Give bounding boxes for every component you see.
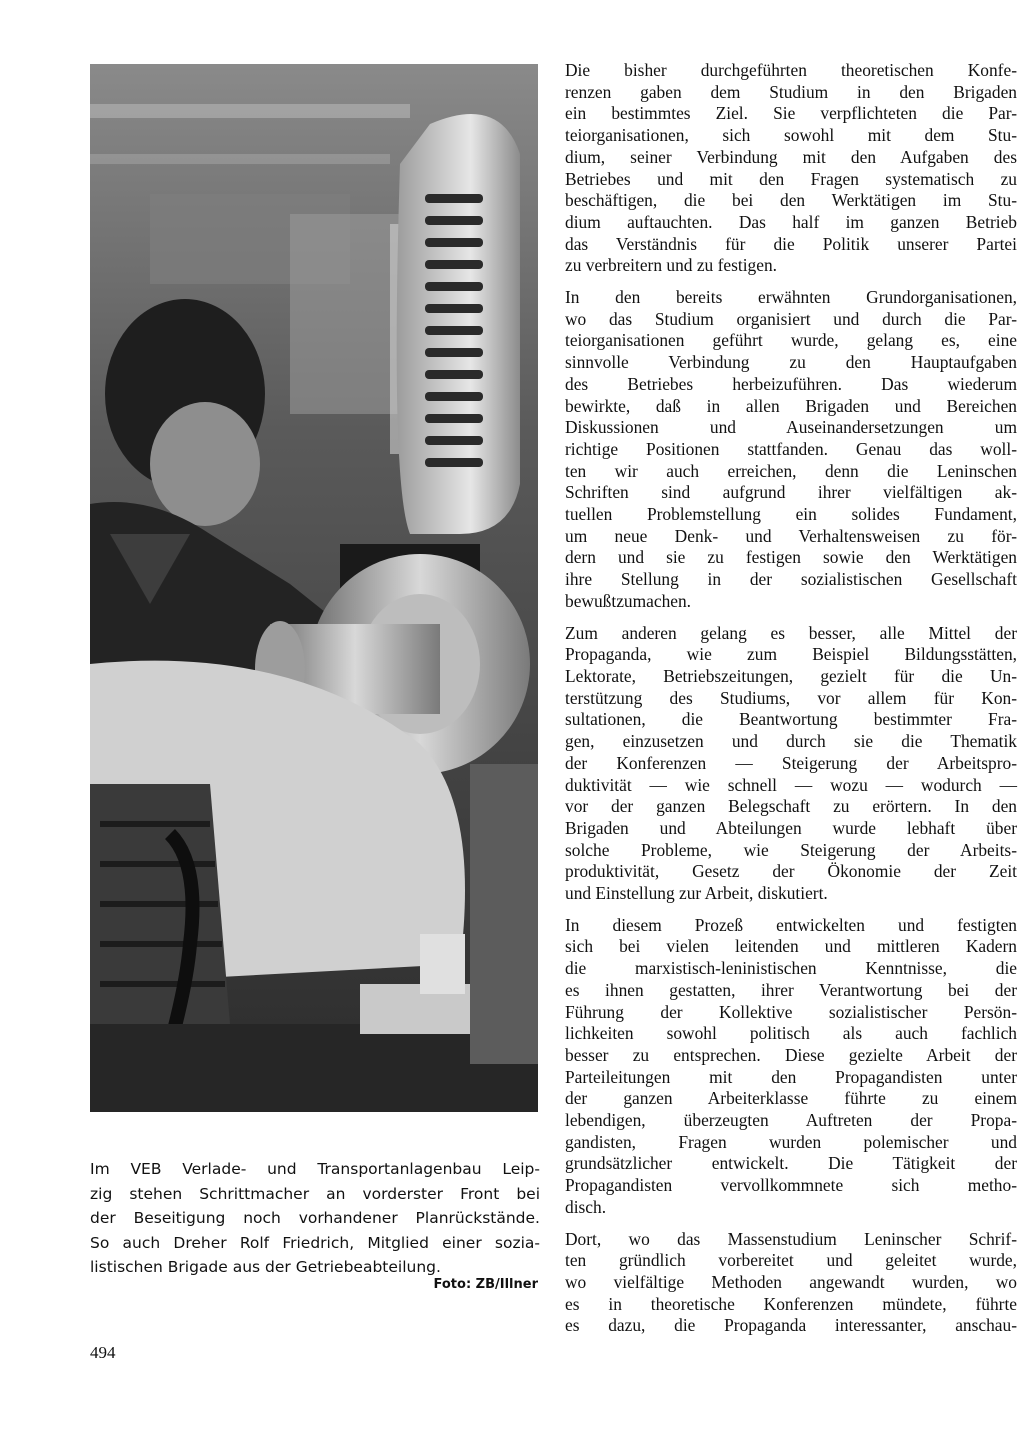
text-line: richtige Positionen stattfanden. Genau das woll-: [565, 438, 1017, 459]
text-line: Betriebes und mit den Fragen systematisch zu: [565, 168, 1017, 189]
text-line: In diesem Prozeß entwickelten und festigten: [565, 914, 1017, 935]
caption-line: So auch Dreher Rolf Friedrich, Mitglied einer sozia-: [90, 1233, 540, 1252]
text-line: Lektorate, Betriebszeitungen, gezielt für die Un-: [565, 665, 1017, 686]
paragraph-2: [565, 287, 1017, 613]
caption-line: Im VEB Verlade- und Transportanlagenbau Leip-: [90, 1160, 540, 1178]
text-line: In den bereits erwähnten Grundorganisationen,: [565, 287, 1017, 308]
text-line: sich bei vielen leitenden und mittleren Kadern: [565, 936, 1017, 957]
text-line: der ganzen Arbeiterklasse führte zu einem: [565, 1088, 1017, 1109]
text-line: das Verständnis für die Politik unserer Partei: [565, 233, 1017, 254]
text-line: Die bisher durchgeführten theoretischen Konfe-: [565, 60, 1017, 80]
text-line: teiorganisationen geführt wurde, gelang es, eine: [565, 330, 1017, 351]
article-column: [565, 60, 1017, 1347]
paragraph-4: [565, 915, 1017, 1219]
text-line: Parteileitungen mit den Propagandisten unter: [565, 1066, 1017, 1087]
text-line: die marxistisch-leninistischen Kenntnisse, die: [565, 958, 1017, 979]
text-line: es dazu, die Propaganda interessanter, anschau-: [565, 1315, 1017, 1336]
text-line: bewirkte, daß in allen Brigaden und Bereichen: [565, 395, 1017, 416]
paragraph-3: [565, 623, 1017, 905]
text-line: dium, seiner Verbindung mit den Aufgaben des: [565, 146, 1017, 167]
text-line: dern und sie zu festigen sowie den Werktätigen: [565, 547, 1017, 568]
caption-line: der Beseitigung noch vorhandener Planrückstände.: [90, 1209, 540, 1228]
text-line: wo vielfältige Methoden angewandt wurden, wo: [565, 1271, 1017, 1292]
text-line: ten wir auch erreichen, denn die Leninschen: [565, 460, 1017, 481]
text-line: ein bestimmtes Ziel. Sie verpflichteten die Par-: [565, 103, 1017, 124]
text-line: des Betriebes herbeizuführen. Das wiederum: [565, 373, 1017, 394]
text-line: Brigaden und Abteilungen wurde lebhaft über: [565, 817, 1017, 838]
text-line: produktivität, Gesetz der Ökonomie der Zeit: [565, 861, 1017, 882]
text-line: terstützung des Studiums, vor allem für Kon-: [565, 687, 1017, 708]
text-line: gandisten, Fragen wurden polemischer und: [565, 1131, 1017, 1152]
text-line: und Einstellung zur Arbeit, diskutiert.: [565, 883, 828, 904]
text-line: Schriften sind aufgrund ihrer vielfältigen ak-: [565, 482, 1017, 503]
paragraph-5: [565, 1229, 1017, 1338]
text-line: duktivität — wie schnell — wozu — wodurch —: [565, 774, 1017, 795]
text-line: grundsätzlicher entwickelt. Die Tätigkeit der: [565, 1153, 1017, 1174]
caption-line: listischen Brigade aus der Getriebeabteilung.: [90, 1258, 441, 1277]
text-line: Führung der Kollektive sozialistischer Persön-: [565, 1001, 1017, 1022]
text-line: Dort, wo das Massenstudium Leninscher Schrif-: [565, 1228, 1017, 1249]
text-line: Propagandisten vervollkommnete sich metho-: [565, 1175, 1017, 1196]
text-line: lichkeiten sowohl politisch als auch fachlich: [565, 1023, 1017, 1044]
text-line: lebendigen, überzeugten Auftreten der Propa-: [565, 1110, 1017, 1131]
text-line: der Konferenzen — Steigerung der Arbeitspro-: [565, 752, 1017, 773]
caption-line: zig stehen Schrittmacher an vorderster Front bei: [90, 1184, 540, 1203]
text-line: dium auftauchten. Das half im ganzen Betrieb: [565, 211, 1017, 232]
text-line: sultationen, die Beantwortung bestimmter Fra-: [565, 709, 1017, 730]
text-line: teiorganisationen, sich sowohl mit dem Stu-: [565, 125, 1017, 146]
photo-credit: Foto: ZB/Illner: [433, 1277, 538, 1292]
text-line: um neue Denk- und Verhaltensweisen zu för-: [565, 525, 1017, 546]
text-line: ihre Stellung in der sozialistischen Gesellschaft: [565, 569, 1017, 590]
photo-caption: [90, 1157, 540, 1280]
text-line: es ihnen gestatten, ihrer Verantwortung bei der: [565, 979, 1017, 1000]
paragraph-1: [565, 60, 1017, 277]
text-line: beschäftigen, die bei den Werktätigen im Stu-: [565, 190, 1017, 211]
text-line: Diskussionen und Auseinandersetzungen um: [565, 417, 1017, 438]
text-line: es in theoretische Konferenzen mündete, führte: [565, 1293, 1017, 1314]
text-line: gen, einzusetzen und durch sie die Thematik: [565, 731, 1017, 752]
text-line: Propaganda, wie zum Beispiel Bildungsstätten,: [565, 644, 1017, 665]
text-line: bewußtzumachen.: [565, 590, 692, 611]
text-line: disch.: [565, 1196, 607, 1217]
text-line: ten gründlich vorbereitet und geleitet wurde,: [565, 1250, 1017, 1271]
photo-lathe-worker-icon: [90, 64, 538, 1112]
text-line: vor der ganzen Belegschaft zu erörtern. In den: [565, 796, 1017, 817]
page-number: 494: [90, 1343, 116, 1362]
text-line: solche Probleme, wie Steigerung der Arbeits-: [565, 839, 1017, 860]
text-line: tuellen Problemstellung ein solides Fundament,: [565, 504, 1017, 525]
text-line: Zum anderen gelang es besser, alle Mittel der: [565, 622, 1017, 643]
text-line: sinnvolle Verbindung zu den Hauptaufgaben: [565, 352, 1017, 373]
text-line: besser zu entsprechen. Diese gezielte Arbeit der: [565, 1044, 1017, 1065]
text-line: zu verbreitern und zu festigen.: [565, 255, 777, 276]
lathe-worker-photo: [90, 64, 538, 1112]
text-line: wo das Studium organisiert und durch die Par-: [565, 308, 1017, 329]
text-line: renzen gaben dem Studium in den Brigaden: [565, 81, 1017, 102]
